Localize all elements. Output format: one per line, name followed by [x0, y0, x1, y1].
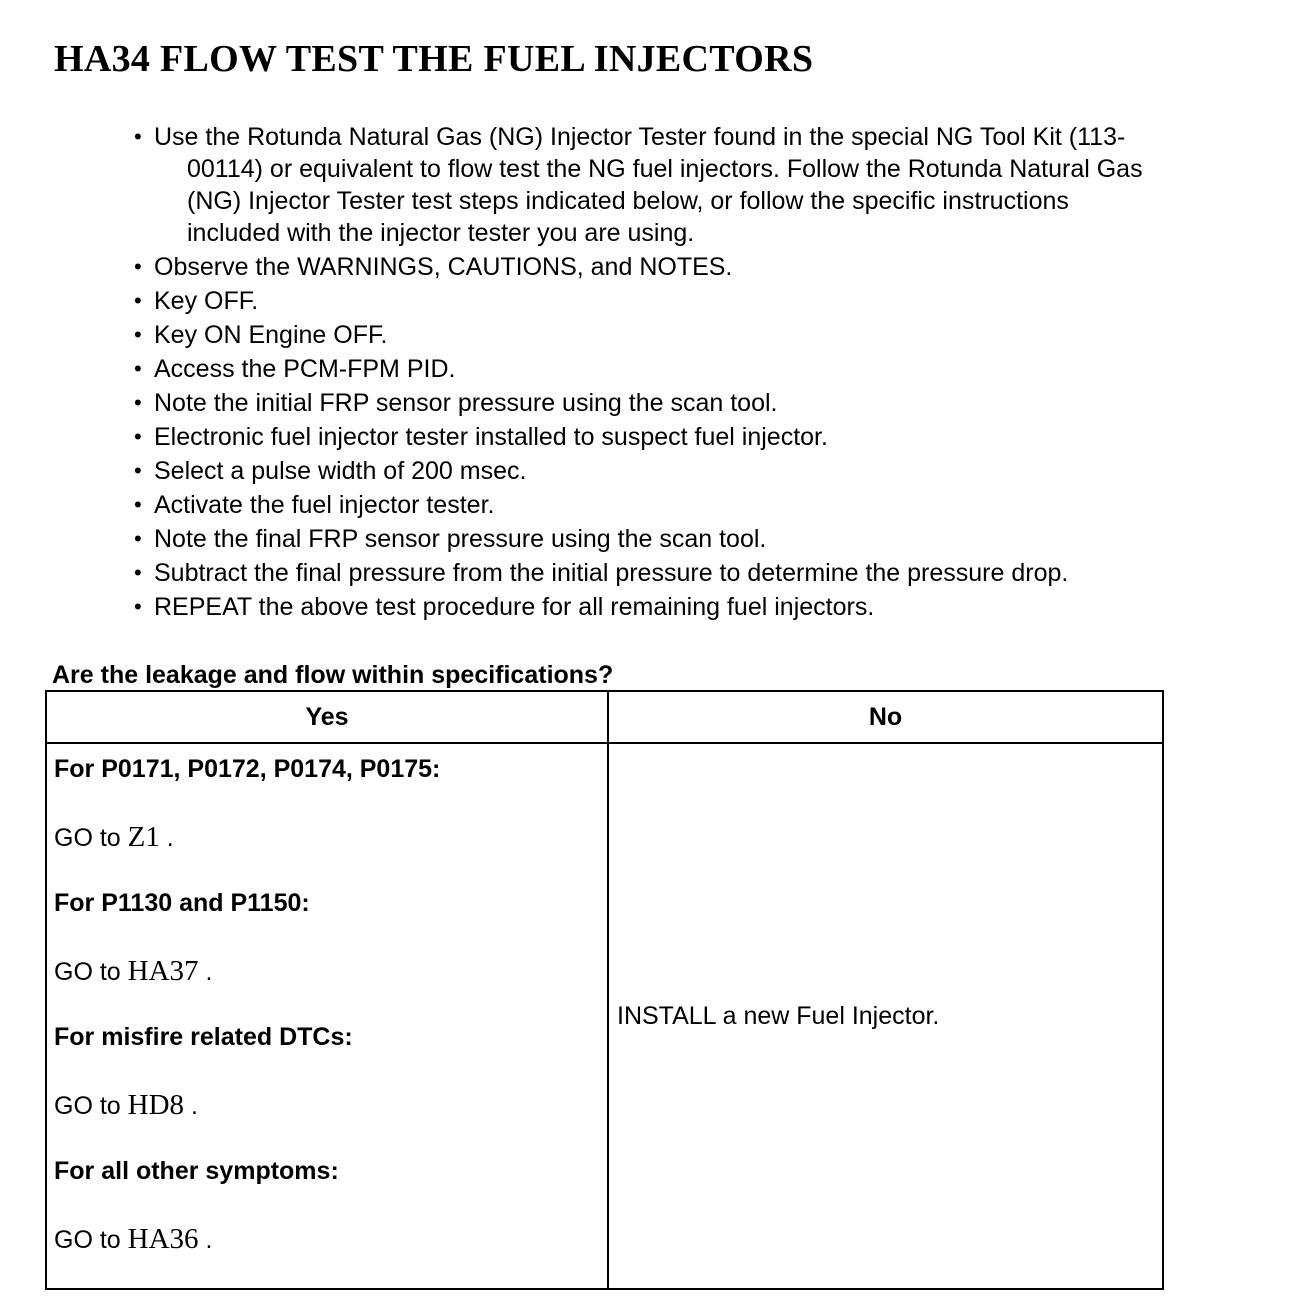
- list-item: [134, 489, 1274, 521]
- step-text: Electronic fuel injector tester installed to suspect fuel injector.: [154, 423, 828, 451]
- go-to-line: GO to HD8 .: [54, 1089, 198, 1121]
- go-to-link[interactable]: Z1: [127, 821, 160, 853]
- go-to-link[interactable]: HA37: [127, 955, 199, 987]
- step-list: [134, 121, 1274, 625]
- step-text: Activate the fuel injector tester.: [154, 491, 495, 519]
- step-text: Observe the WARNINGS, CAUTIONS, and NOTES.: [154, 253, 733, 281]
- yes-content: [47, 744, 607, 1288]
- list-item: [134, 421, 1274, 453]
- list-item: [134, 387, 1274, 419]
- go-prefix: GO to: [54, 958, 121, 986]
- condition-label: For misfire related DTCs:: [54, 1023, 353, 1051]
- decision-table: [45, 690, 1164, 1290]
- step-text: Select a pulse width of 200 msec.: [154, 457, 527, 485]
- step-text: Access the PCM-FPM PID.: [154, 355, 456, 383]
- step-text: Note the initial FRP sensor pressure using the scan tool.: [154, 389, 778, 417]
- go-to-link[interactable]: HA36: [127, 1223, 199, 1255]
- go-prefix: GO to: [54, 824, 121, 852]
- yes-header: Yes: [46, 691, 608, 743]
- list-item: [134, 285, 1274, 317]
- page-title: HA34 FLOW TEST THE FUEL INJECTORS: [54, 38, 814, 80]
- step-text: Key OFF.: [154, 287, 259, 315]
- step-text: Subtract the final pressure from the initial pressure to determine the pressure drop.: [154, 559, 1069, 587]
- step-text: • Use the Rotunda Natural Gas (NG) Injector Tester found in the special NG Tool Kit (113-: [154, 123, 1126, 151]
- no-action-text: INSTALL a new Fuel Injector.: [617, 1001, 940, 1030]
- go-to-line: GO to HA37 .: [54, 955, 213, 987]
- table-header-row: [46, 691, 1163, 743]
- yes-cell: [46, 743, 608, 1289]
- go-prefix: GO to: [54, 1226, 121, 1254]
- table-row: [46, 743, 1163, 1289]
- list-item: [134, 319, 1274, 351]
- list-item: [134, 251, 1274, 283]
- list-item: [134, 121, 1274, 249]
- step-text: Key ON Engine OFF.: [154, 321, 388, 349]
- no-header: No: [608, 691, 1163, 743]
- go-prefix: GO to: [54, 1092, 121, 1120]
- no-cell: [608, 743, 1163, 1289]
- list-item: [134, 557, 1274, 589]
- condition-label: For all other symptoms:: [54, 1157, 339, 1185]
- step-text: (NG) Injector Tester test steps indicated below, or follow the specific instructions: [187, 187, 1069, 215]
- step-text: included with the injector tester you are using.: [187, 219, 695, 247]
- condition-label: For P0171, P0172, P0174, P0175:: [54, 755, 441, 783]
- list-item: [134, 591, 1274, 623]
- list-item: [134, 523, 1274, 555]
- step-text: Note the final FRP sensor pressure using the scan tool.: [154, 525, 767, 553]
- go-to-line: GO to Z1 .: [54, 821, 174, 853]
- decision-question: Are the leakage and flow within specifications?: [52, 661, 614, 689]
- step-text: REPEAT the above test procedure for all remaining fuel injectors.: [154, 593, 875, 621]
- go-to-line: GO to HA36 .: [54, 1223, 213, 1255]
- condition-label: For P1130 and P1150:: [54, 889, 310, 917]
- list-item: [134, 353, 1274, 385]
- go-to-link[interactable]: HD8: [127, 1089, 185, 1121]
- list-item: [134, 455, 1274, 487]
- step-text: 00114) or equivalent to flow test the NG fuel injectors. Follow the Rotunda Natural Gas: [187, 155, 1143, 183]
